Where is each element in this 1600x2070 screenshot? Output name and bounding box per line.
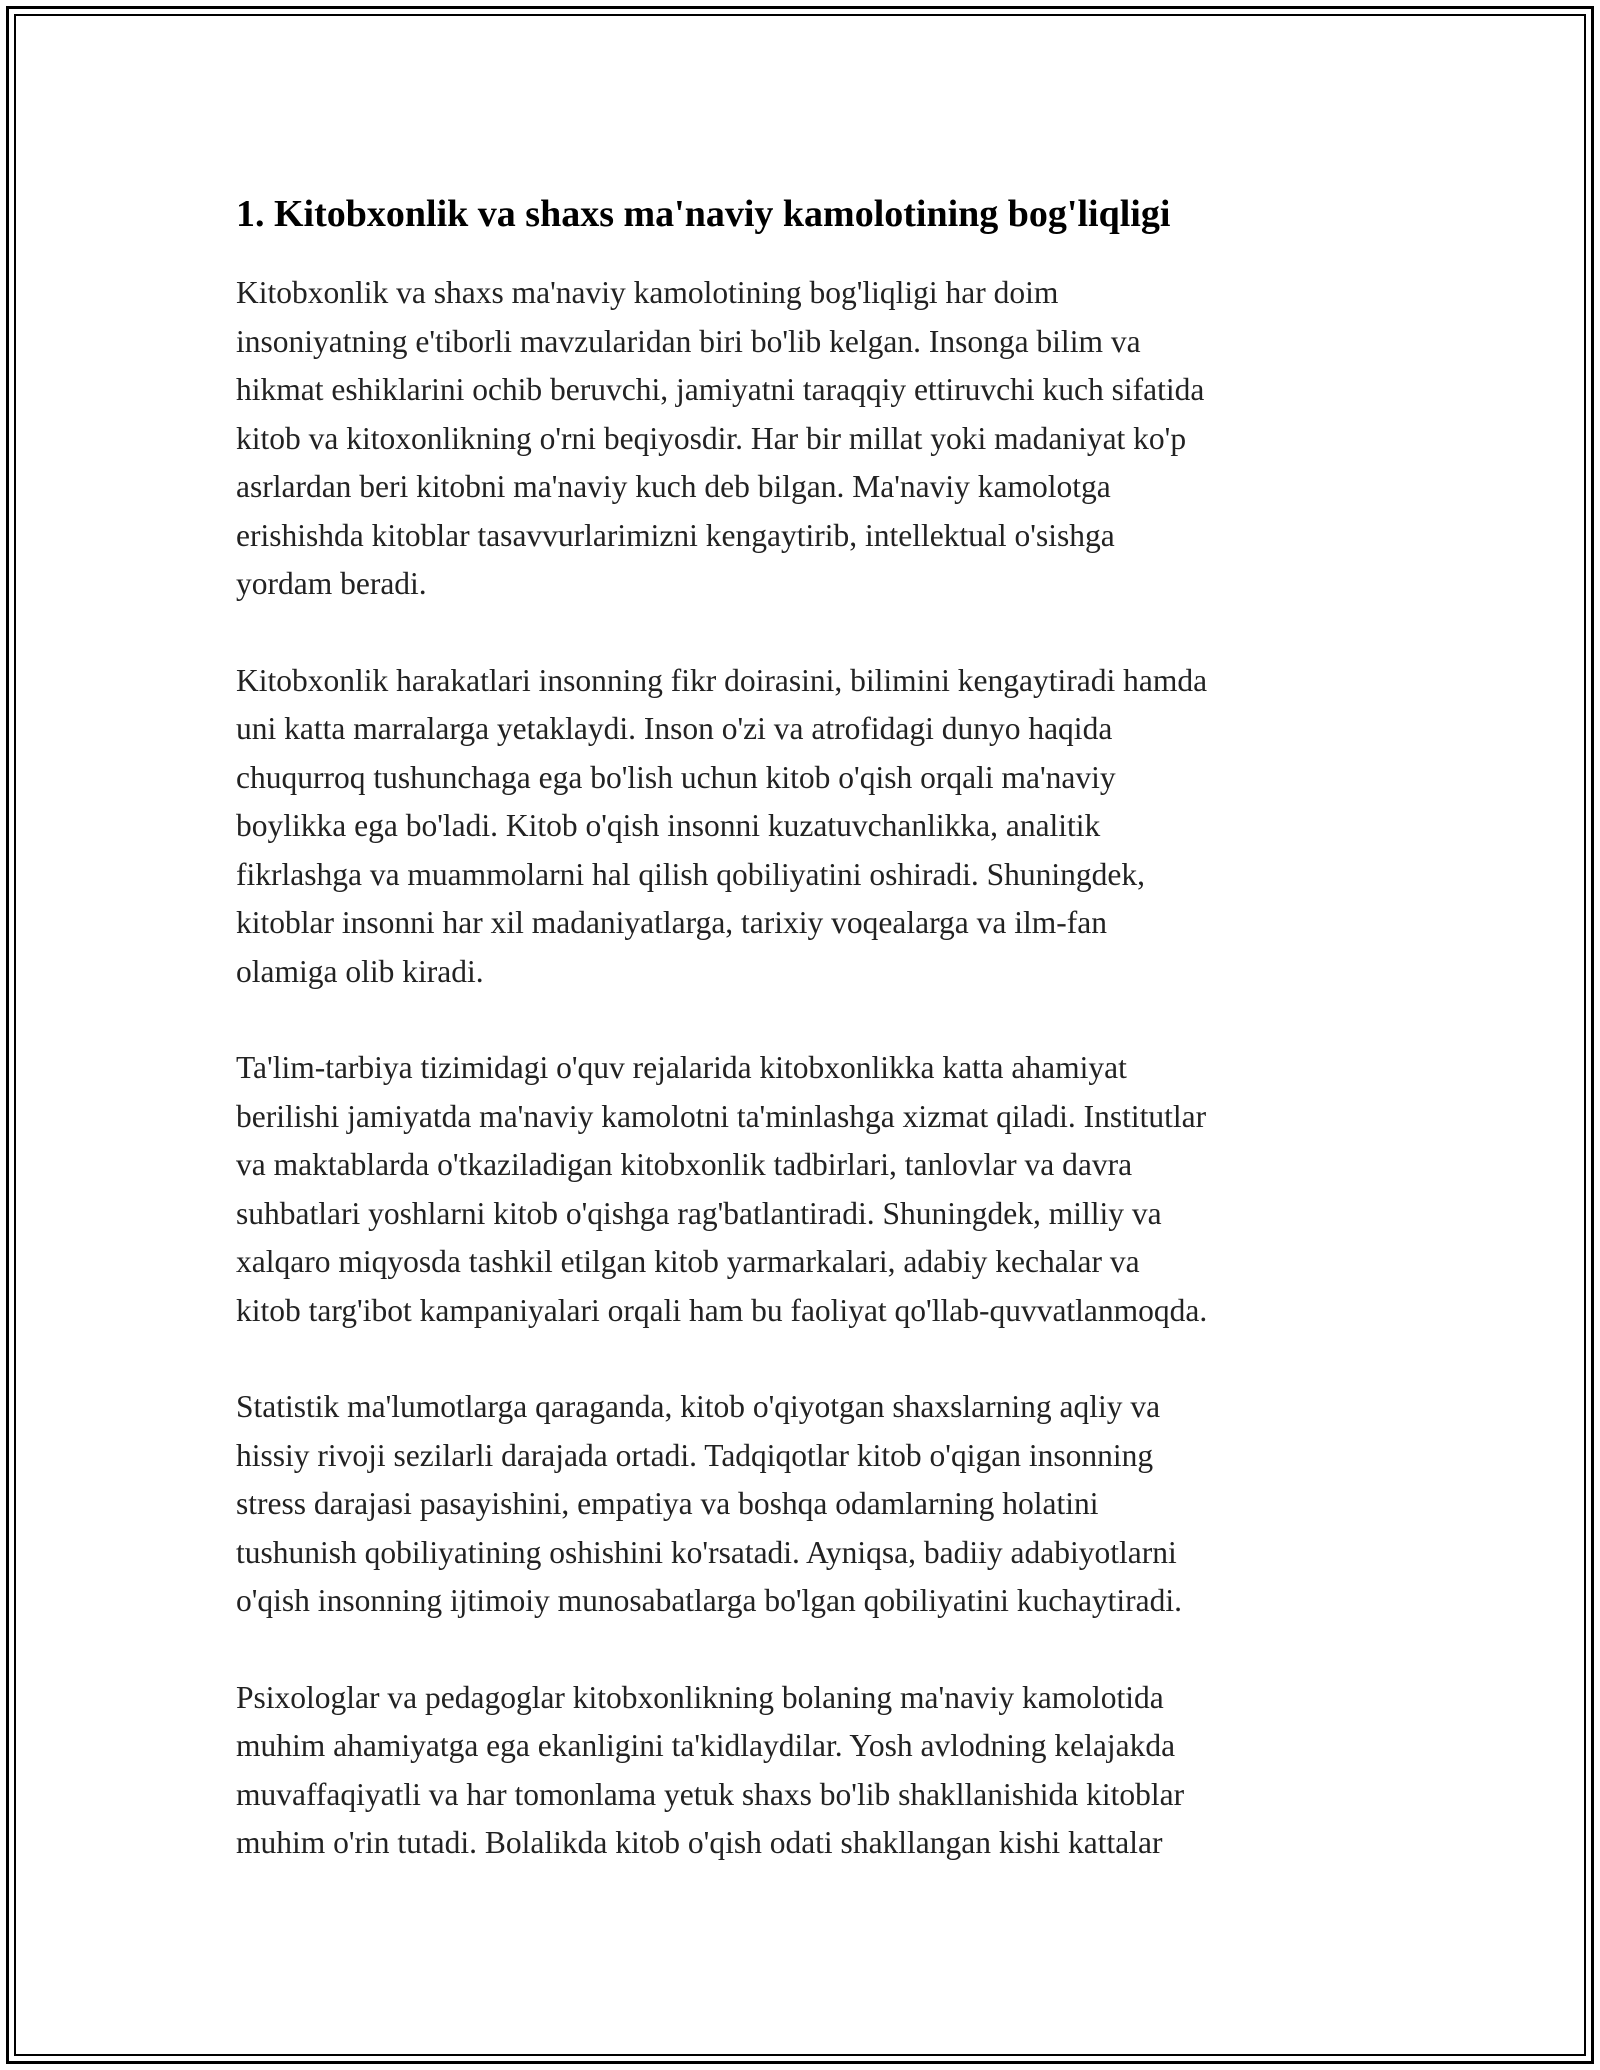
paragraph-2: Kitobxonlik harakatlari insonning fikr doirasini, bilimini kengaytiradi hamda uni katta marralarga yetaklaydi. Inson o'zi va atrofidagi dunyo haqida chuqurroq tushunchaga ega bo'lish uchun kitob o'qish orqali ma'naviy boylikka ega bo'ladi. Kitob o'qish insonni kuzatuvchanlikka, analitik fikrlashga va muammolarni hal qilish qobiliyatini oshiradi. Shuningdek, kitoblar insonni har xil madaniyatlarga, tarixiy voqealarga va ilm-fan olamiga olib kiradi. [236,662,1208,989]
paragraph-5: Psixologlar va pedagoglar kitobxonlikning bolaning ma'naviy kamolotida muhim ahamiyatga ega ekanligini ta'kidlaydilar. Yosh avlodning kelajakda muvaffaqiyatli va har tomonlama yetuk shaxs bo'lib shakllanishida kitoblar muhim o'rin tutadi. Bolalikda kitob o'qish odati shakllangan kishi kattalar [236,1679,1185,1860]
paragraph-1: Kitobxonlik va shaxs ma'naviy kamolotining bog'liqligi har doim insoniyatning e'tiborli mavzularidan biri bo'lib kelgan. Insonga bilim va hikmat eshiklarini ochib beruvchi, jamiyatni taraqqiy ettiruvchi kuch sifatida kitob va kitoxonlikning o'rni beqiyosdir. Har bir millat yoki madaniyat ko'p asrlardan beri kitobni ma'naviy kuch deb bilgan. Ma'naviy kamolotga erishishda kitoblar tasavvurlarimizni kengaytirib, intellektual o'sishga yordam beradi. [236,275,1205,601]
paragraph-3: Ta'lim-tarbiya tizimidagi o'quv rejalarida kitobxonlikka katta ahamiyat berilishi jamiyatda ma'naviy kamolotni ta'minlashga xizmat qiladi. Institutlar va maktablarda o'tkaziladigan kitobxonlik tadbirlari, tanlovlar va davra suhbatlari yoshlarni kitob o'qishga rag'batlantiradi. Shuningdek, milliy va xalqaro miqyosda tashkil etilgan kitob yarmarkalari, adabiy kechalar va kitob targ'ibot kampaniyalari orqali ham bu faoliyat qo'llab-quvvatlanmoqda. [236,1050,1208,1328]
paragraph-4: Statistik ma'lumotlarga qaraganda, kitob o'qiyotgan shaxslarning aqliy va hissiy rivoji sezilarli darajada ortadi. Tadqiqotlar kitob o'qigan insonning stress darajasi pasayishini, empatiya va boshqa odamlarning holatini tushunish qobiliyatining oshishini ko'rsatadi. Ayniqsa, badiiy adabiyotlarni o'qish insonning ijtimoiy munosabatlarga bo'lgan qobiliyatini kuchaytiradi. [236,1389,1183,1618]
document-body [236,186,1376,1916]
section-heading: 1. Kitobxonlik va shaxs ma'naviy kamolotining bog'liqligi [236,193,1171,235]
